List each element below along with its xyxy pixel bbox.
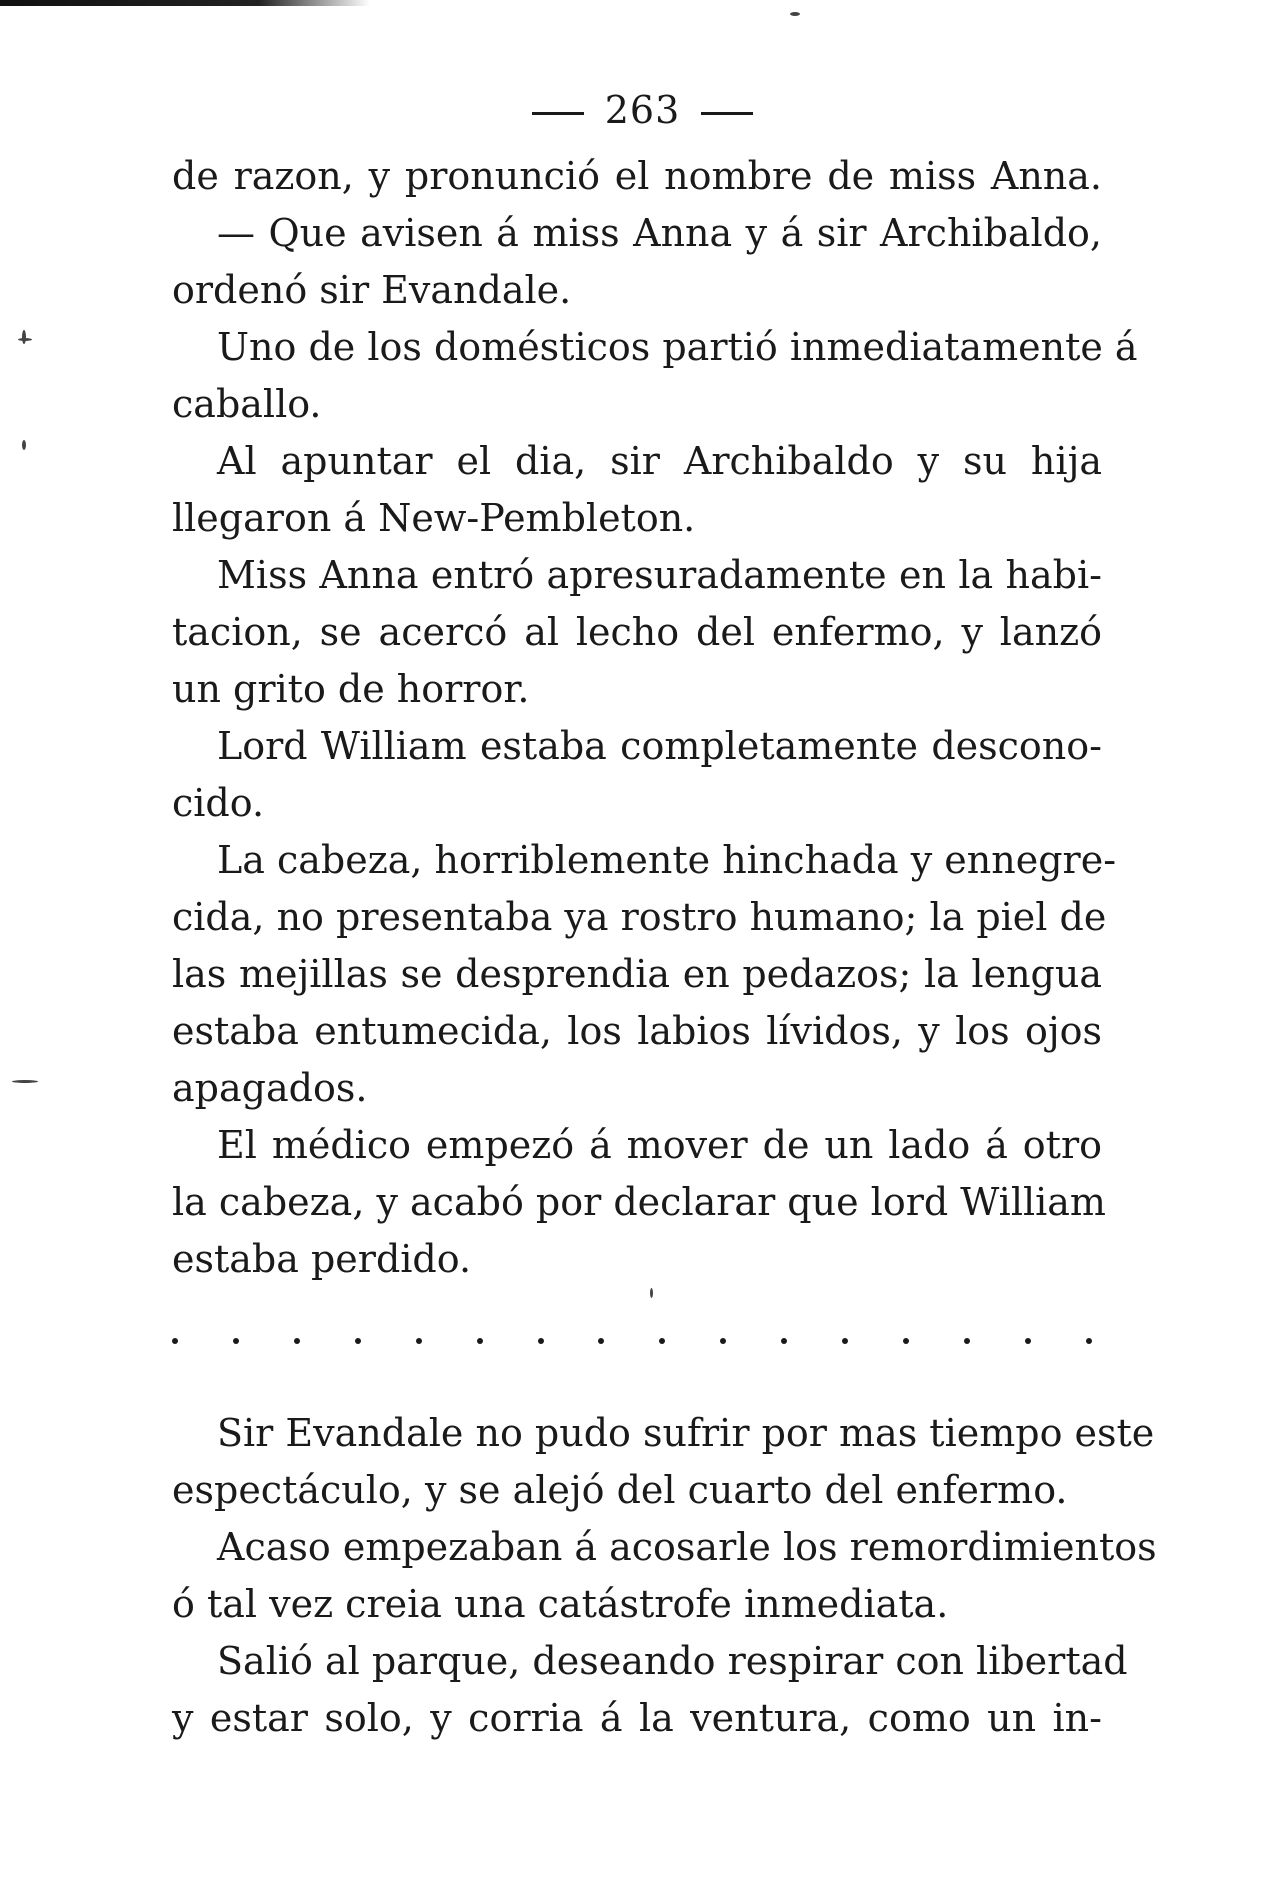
text-line: de razon, y pronunció el nombre de miss Anna. <box>172 154 1102 198</box>
separator-dot <box>781 1338 787 1344</box>
text-line: espectáculo, y se alejó del cuarto del enfermo. <box>172 1468 1068 1512</box>
text-line: tacion, se acercó al lecho del enfermo, y lanzó <box>172 610 1102 654</box>
text-line: estaba entumecida, los labios lívidos, y los ojos <box>172 1009 1102 1053</box>
text-line: Uno de los domésticos partió inmediatamente á <box>217 325 1138 369</box>
margin-speck <box>12 1080 38 1083</box>
text-line: la cabeza, y acabó por declarar que lord William <box>172 1180 1106 1224</box>
text-line: caballo. <box>172 382 322 426</box>
section-separator-dots <box>172 1338 1092 1344</box>
text-line: Miss Anna entró apresuradamente en la habi- <box>217 553 1102 597</box>
text-line: La cabeza, horriblemente hinchada y ennegre- <box>217 838 1117 882</box>
margin-speck <box>22 440 26 450</box>
page-number: 263 <box>604 88 681 132</box>
separator-dot <box>355 1338 361 1344</box>
text-line: — Que avisen á miss Anna y á sir Archibaldo, <box>217 211 1102 255</box>
text-line: cida, no presentaba ya rostro humano; la piel de <box>172 895 1107 939</box>
text-line: y estar solo, y corria á la ventura, como un in- <box>172 1696 1102 1740</box>
body-text-section-2 <box>172 1405 1157 1747</box>
separator-dot <box>294 1338 300 1344</box>
margin-speck <box>18 338 32 341</box>
text-line: Acaso empezaban á acosarle los remordimientos <box>217 1525 1157 1569</box>
text-line: un grito de horror. <box>172 667 530 711</box>
right-dash <box>701 112 753 115</box>
separator-dot <box>964 1338 970 1344</box>
top-rule-decoration <box>0 0 370 6</box>
text-line: Lord William estaba completamente descono- <box>217 724 1102 768</box>
separator-dot <box>598 1338 604 1344</box>
left-dash <box>532 112 584 115</box>
separator-dot <box>1086 1338 1092 1344</box>
text-line: estaba perdido. <box>172 1237 472 1281</box>
text-line: las mejillas se desprendia en pedazos; la lengua <box>172 952 1102 996</box>
text-line: ordenó sir Evandale. <box>172 268 572 312</box>
separator-dot <box>903 1338 909 1344</box>
text-line: Sir Evandale no pudo sufrir por mas tiempo este <box>217 1411 1155 1455</box>
text-line: ó tal vez creia una catástrofe inmediata. <box>172 1582 949 1626</box>
body-text-section-1 <box>172 148 1138 1288</box>
separator-dot <box>842 1338 848 1344</box>
margin-speck <box>650 1288 653 1298</box>
separator-dot <box>720 1338 726 1344</box>
text-line: cido. <box>172 781 265 825</box>
page-number-header <box>0 88 1285 132</box>
separator-dot <box>477 1338 483 1344</box>
separator-dot <box>1025 1338 1031 1344</box>
separator-dot <box>538 1338 544 1344</box>
text-line: apagados. <box>172 1066 368 1110</box>
separator-dot <box>659 1338 665 1344</box>
margin-speck <box>22 330 26 344</box>
separator-dot <box>233 1338 239 1344</box>
text-line: El médico empezó á mover de un lado á otro <box>217 1123 1102 1167</box>
separator-dot <box>416 1338 422 1344</box>
text-line: Al apuntar el dia, sir Archibaldo y su hija <box>217 439 1102 483</box>
text-line: llegaron á New-Pembleton. <box>172 496 696 540</box>
separator-dot <box>172 1338 178 1344</box>
text-line: Salió al parque, deseando respirar con libertad <box>217 1639 1128 1683</box>
margin-speck <box>790 12 800 16</box>
